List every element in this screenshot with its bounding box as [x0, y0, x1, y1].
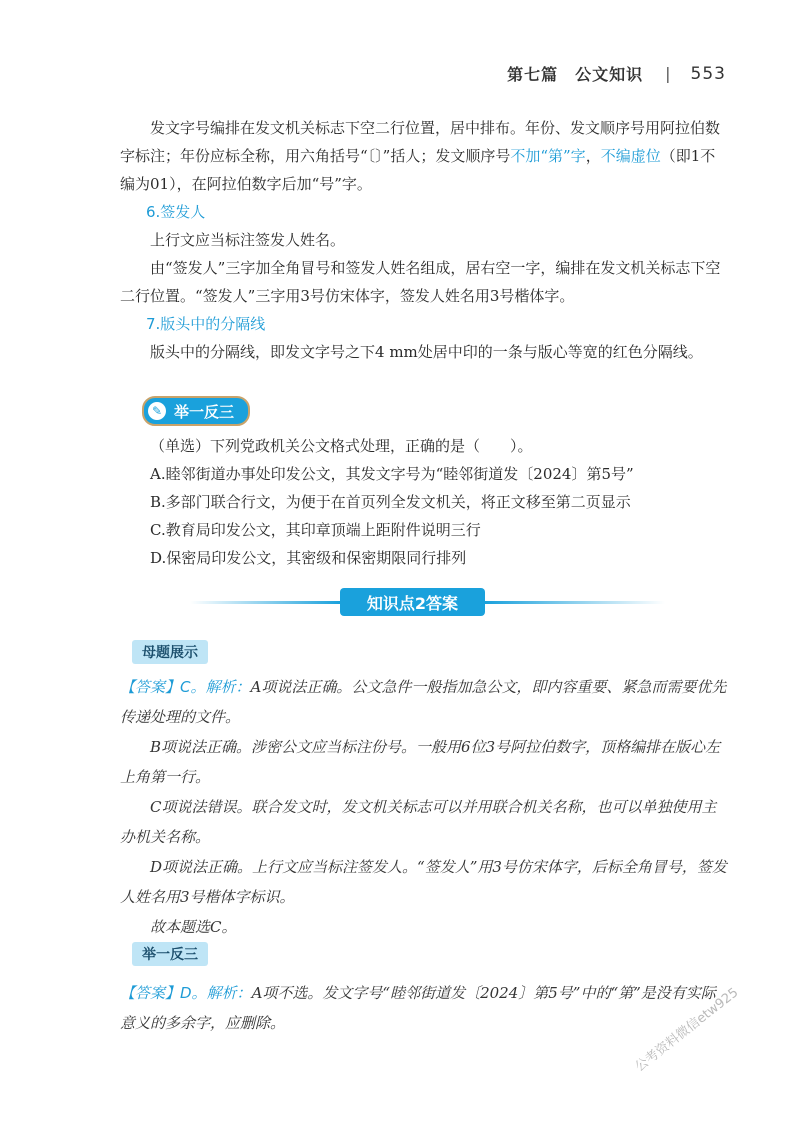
answer-1-line-b: B项说法正确。涉密公文应当标注份号。一般用6位3号阿拉伯数字，顶格编排在版心左上角第一行。 — [120, 738, 721, 786]
paragraph-signer-2: 由“签发人”三字加全角冒号和签发人姓名组成，居右空一字，编排在发文机关标志下空二行位置。“签发人”三字用3号仿宋体字，签发人姓名用3号楷体字。 — [120, 259, 721, 305]
answer-banner — [190, 588, 670, 616]
paragraph-doc-number: 发文字号编排在发文机关标志下空二行位置，居中排布。年份、发文顺序号用阿拉伯数字标注；年份应标全称，用六角括号“〔〕”括人；发文顺序号不加“第”字，不编虚位（即1不编为01），在阿拉伯数字后加“号”字。 — [120, 119, 721, 193]
highlight-no-padding: 不编虚位 — [600, 147, 661, 165]
page-number: 553 — [690, 63, 726, 84]
option-a: A.睦邻街道办事处印发公文，其发文字号为“睦邻街道发〔2024〕第5号” — [150, 465, 634, 483]
main-text — [120, 114, 730, 366]
answer-1-line-d: D项说法正确。上行文应当标注签发人。“签发人”用3号仿宋体字，后标全角冒号，签发人姓名用3号楷体字标识。 — [120, 858, 727, 906]
answer-block-1 — [120, 672, 730, 942]
answer-2-line: 【答案】D。解析：A项不选。发文字号“睦邻街道发〔2024〕第5号”中的“第”是没有实际意义的多余字，应删除。 — [120, 984, 716, 1032]
highlight-no-di: 不加“第”字 — [510, 147, 586, 165]
notepad-icon: ✎ — [148, 402, 166, 420]
chip-example: 举一反三 — [132, 942, 208, 966]
section-title-signer: 6.签发人 — [146, 203, 206, 221]
header-separator: | — [665, 64, 671, 83]
answer-1-conclusion: 故本题选C。 — [150, 918, 237, 936]
answer-label-d: 【答案】D。解析： — [120, 984, 252, 1002]
answer-label-c: 【答案】C。解析： — [120, 678, 251, 696]
chip-mother-question: 母题展示 — [132, 640, 208, 664]
option-b: B.多部门联合行文，为便于在首页列全发文机关，将正文移至第二页显示 — [150, 493, 631, 511]
example-tag-label: 举一反三 — [174, 402, 235, 421]
watermark: 公考资料微信etw925 — [632, 985, 742, 1075]
answer-1-line-a: 【答案】C。解析：A项说法正确。公文急件一般指加急公文，即内容重要、紧急而需要优先传递处理的文件。 — [120, 678, 727, 726]
answer-1-line-c: C项说法错误。联合发文时，发文机关标志可以并用联合机关名称，也可以单独使用主办机关名称。 — [120, 798, 717, 846]
option-c: C.教育局印发公文，其印章顶端上距附件说明三行 — [150, 521, 481, 539]
section-title-divider: 7.版头中的分隔线 — [146, 315, 266, 333]
page-header — [507, 62, 726, 85]
paragraph-signer-1: 上行文应当标注签发人姓名。 — [150, 231, 346, 249]
example-tag — [142, 396, 250, 426]
paragraph-divider: 版头中的分隔线，即发文字号之下4 mm处居中印的一条与版心等宽的红色分隔线。 — [150, 343, 703, 361]
part-title: 第七篇 公文知识 — [507, 65, 644, 84]
example-question — [120, 432, 730, 572]
answer-banner-label: 知识点2答案 — [340, 588, 485, 616]
option-d: D.保密局印发公文，其密级和保密期限同行排列 — [150, 549, 467, 567]
question-stem: （单选）下列党政机关公文格式处理，正确的是（ ）。 — [150, 437, 533, 455]
answer-block-2 — [120, 978, 730, 1038]
